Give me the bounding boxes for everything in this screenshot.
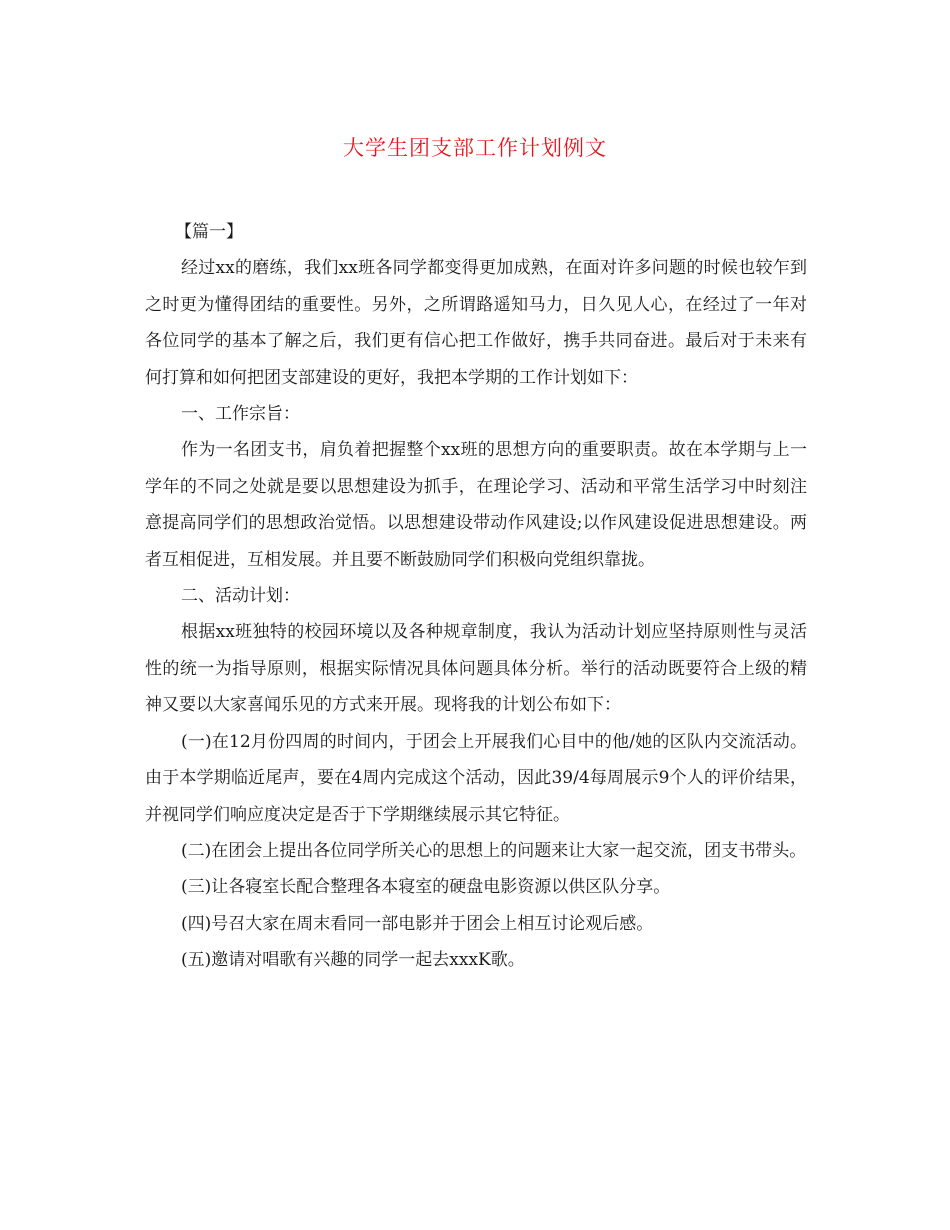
document-body xyxy=(145,214,807,979)
section-label: 【篇一】 xyxy=(175,222,243,242)
list-item-3: (三)让各寝室长配合整理各本寝室的硬盘电影资源以供区队分享。 xyxy=(181,877,671,898)
paragraph-work-purpose: 作为一名团支书，肩负着把握整个xx班的思想方向的重要职责。故在本学期与上一学年的不同之处就是要以思想建设为抓手，在理论学习、活动和平常生活学习中时刻注意提高同学们的思想政治觉悟。以思想建设带动作风建设;以作风建设促进思想建设。两者互相促进，互相发展。并且要不断鼓励同学们积极向党组织靠拢。 xyxy=(145,440,807,570)
paragraph-activity-plan: 根据xx班独特的校园环境以及各种规章制度，我认为活动计划应坚持原则性与灵活性的统一为指导原则，根据实际情况具体问题具体分析。举行的活动既要符合上级的精神又要以大家喜闻乐见的方式来开展。现将我的计划公布如下： xyxy=(145,622,807,716)
heading-activity-plan: 二、活动计划： xyxy=(181,586,300,607)
list-item-4: (四)号召大家在周末看同一部电影并于团会上相互讨论观后感。 xyxy=(181,913,654,934)
document-title: 大学生团支部工作计划例文 xyxy=(343,136,607,160)
list-item-1: (一)在12月份四周的时间内，于团会上开展我们心目中的他/她的区队内交流活动。由于本学期临近尾声，要在4周内完成这个活动，因此39/4每周展示9个人的评价结果，并视同学们响应度决定是否于下学期继续展示其它特征。 xyxy=(145,731,807,825)
list-item-2: (二)在团会上提出各位同学所关心的思想上的问题来让大家一起交流，团支书带头。 xyxy=(181,840,807,861)
paragraph-intro: 经过xx的磨练，我们xx班各同学都变得更加成熟，在面对许多问题的时候也较乍到之时更为懂得团结的重要性。另外，之所谓路遥知马力，日久见人心，在经过了一年对各位同学的基本了解之后，我们更有信心把工作做好，携手共同奋进。最后对于未来有何打算和如何把团支部建设的更好，我把本学期的工作计划如下： xyxy=(145,258,807,388)
list-item-5: (五)邀请对唱歌有兴趣的同学一起去xxxK歌。 xyxy=(181,950,525,971)
heading-work-purpose: 一、工作宗旨： xyxy=(181,404,300,425)
